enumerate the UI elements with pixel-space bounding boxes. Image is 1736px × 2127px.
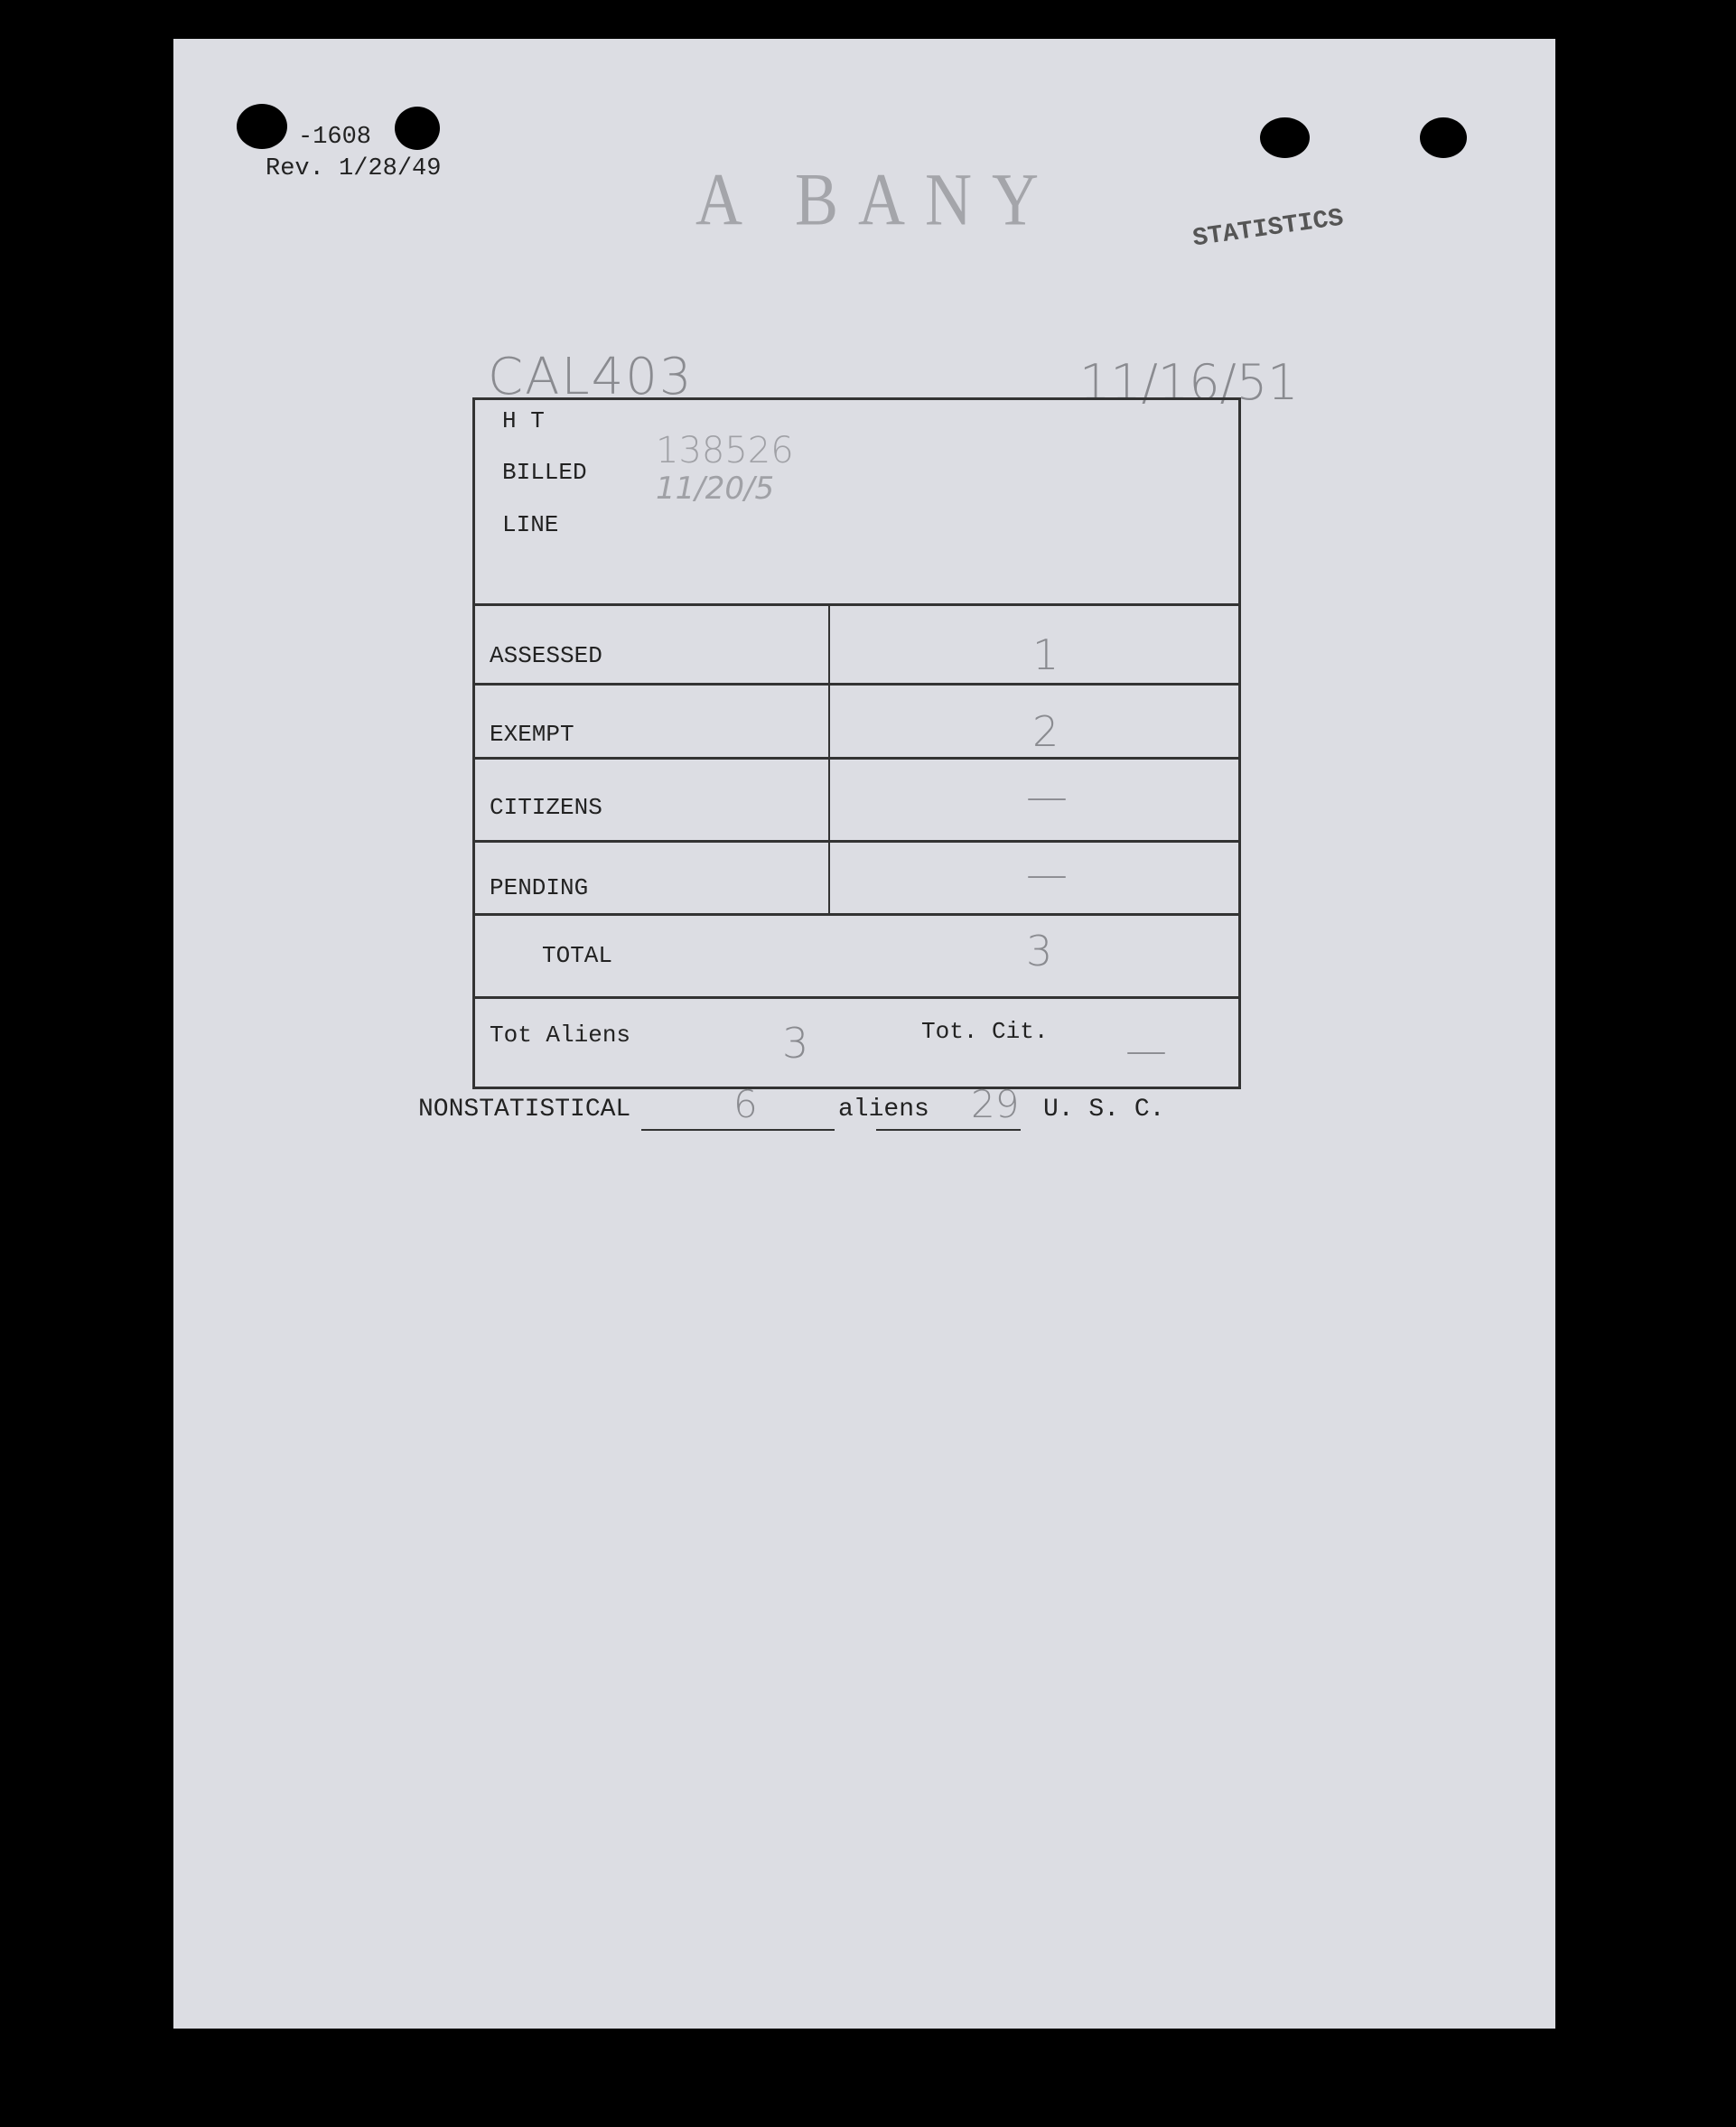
pending-label: PENDING <box>490 874 589 901</box>
handwritten-date: 11/16/51 <box>1079 354 1299 411</box>
ht-label: H T <box>502 407 545 434</box>
tot-aliens-label: Tot Aliens <box>490 1022 631 1049</box>
table-divider <box>475 840 1238 843</box>
usc-label: U. S. C. <box>1043 1096 1165 1124</box>
tot-cit-value: — <box>1125 1026 1167 1075</box>
billed-number: 138526 <box>656 430 794 471</box>
punch-hole <box>1420 117 1467 158</box>
assessed-value: 1 <box>1032 630 1059 679</box>
citizens-value: — <box>1026 772 1068 821</box>
non-statistical-label: NONSTATISTICAL <box>418 1096 631 1124</box>
total-value: 3 <box>1026 927 1053 975</box>
billed-label: BILLED <box>502 459 587 486</box>
pending-value: — <box>1026 850 1068 899</box>
table-divider <box>475 757 1238 760</box>
total-label: TOTAL <box>542 942 613 969</box>
billed-date: 11/20/5 <box>656 471 775 507</box>
form-revision: Rev. 1/28/49 <box>266 155 442 182</box>
city-stamp: A BANY <box>695 157 1059 241</box>
aliens-label: aliens <box>838 1096 929 1124</box>
table-divider <box>475 996 1238 999</box>
punch-hole <box>237 104 287 149</box>
underline <box>641 1129 835 1131</box>
table-divider <box>475 603 1238 606</box>
table-divider <box>475 683 1238 686</box>
handwritten-reference: CAL403 <box>488 348 694 406</box>
tot-aliens-value: 3 <box>782 1019 809 1068</box>
assessed-label: ASSESSED <box>490 642 602 669</box>
exempt-value: 2 <box>1032 707 1059 756</box>
punch-hole <box>1260 117 1310 158</box>
citizens-label: CITIZENS <box>490 794 602 821</box>
underline <box>876 1129 1021 1131</box>
line-label: LINE <box>502 511 559 538</box>
table-divider <box>475 913 1238 916</box>
statistics-table <box>472 397 1241 1089</box>
tot-cit-label: Tot. Cit. <box>921 1018 1049 1045</box>
form-number: -1608 <box>298 124 372 151</box>
exempt-label: EXEMPT <box>490 721 574 748</box>
punch-hole <box>395 107 440 150</box>
non-statistical-aliens-count: 6 <box>733 1082 758 1126</box>
statistics-stamp: STATISTICS <box>1190 204 1346 254</box>
non-statistical-usc-count: 29 <box>971 1082 1020 1126</box>
